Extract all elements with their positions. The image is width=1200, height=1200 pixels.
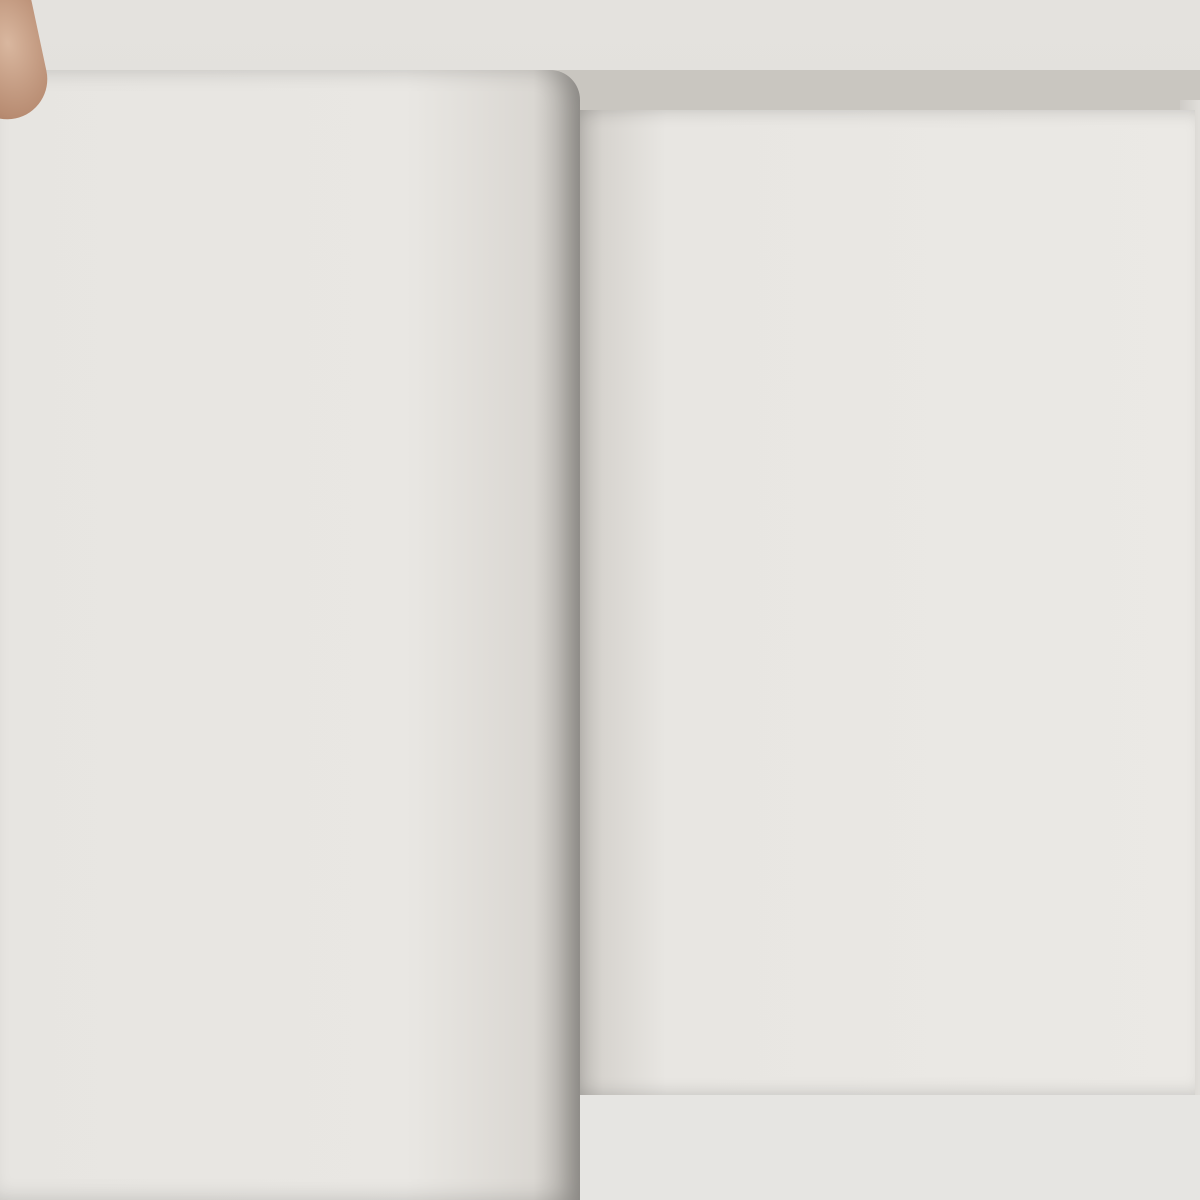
right-page [565,110,1195,1095]
left-page [0,70,580,1200]
table-surface [560,1095,1200,1200]
